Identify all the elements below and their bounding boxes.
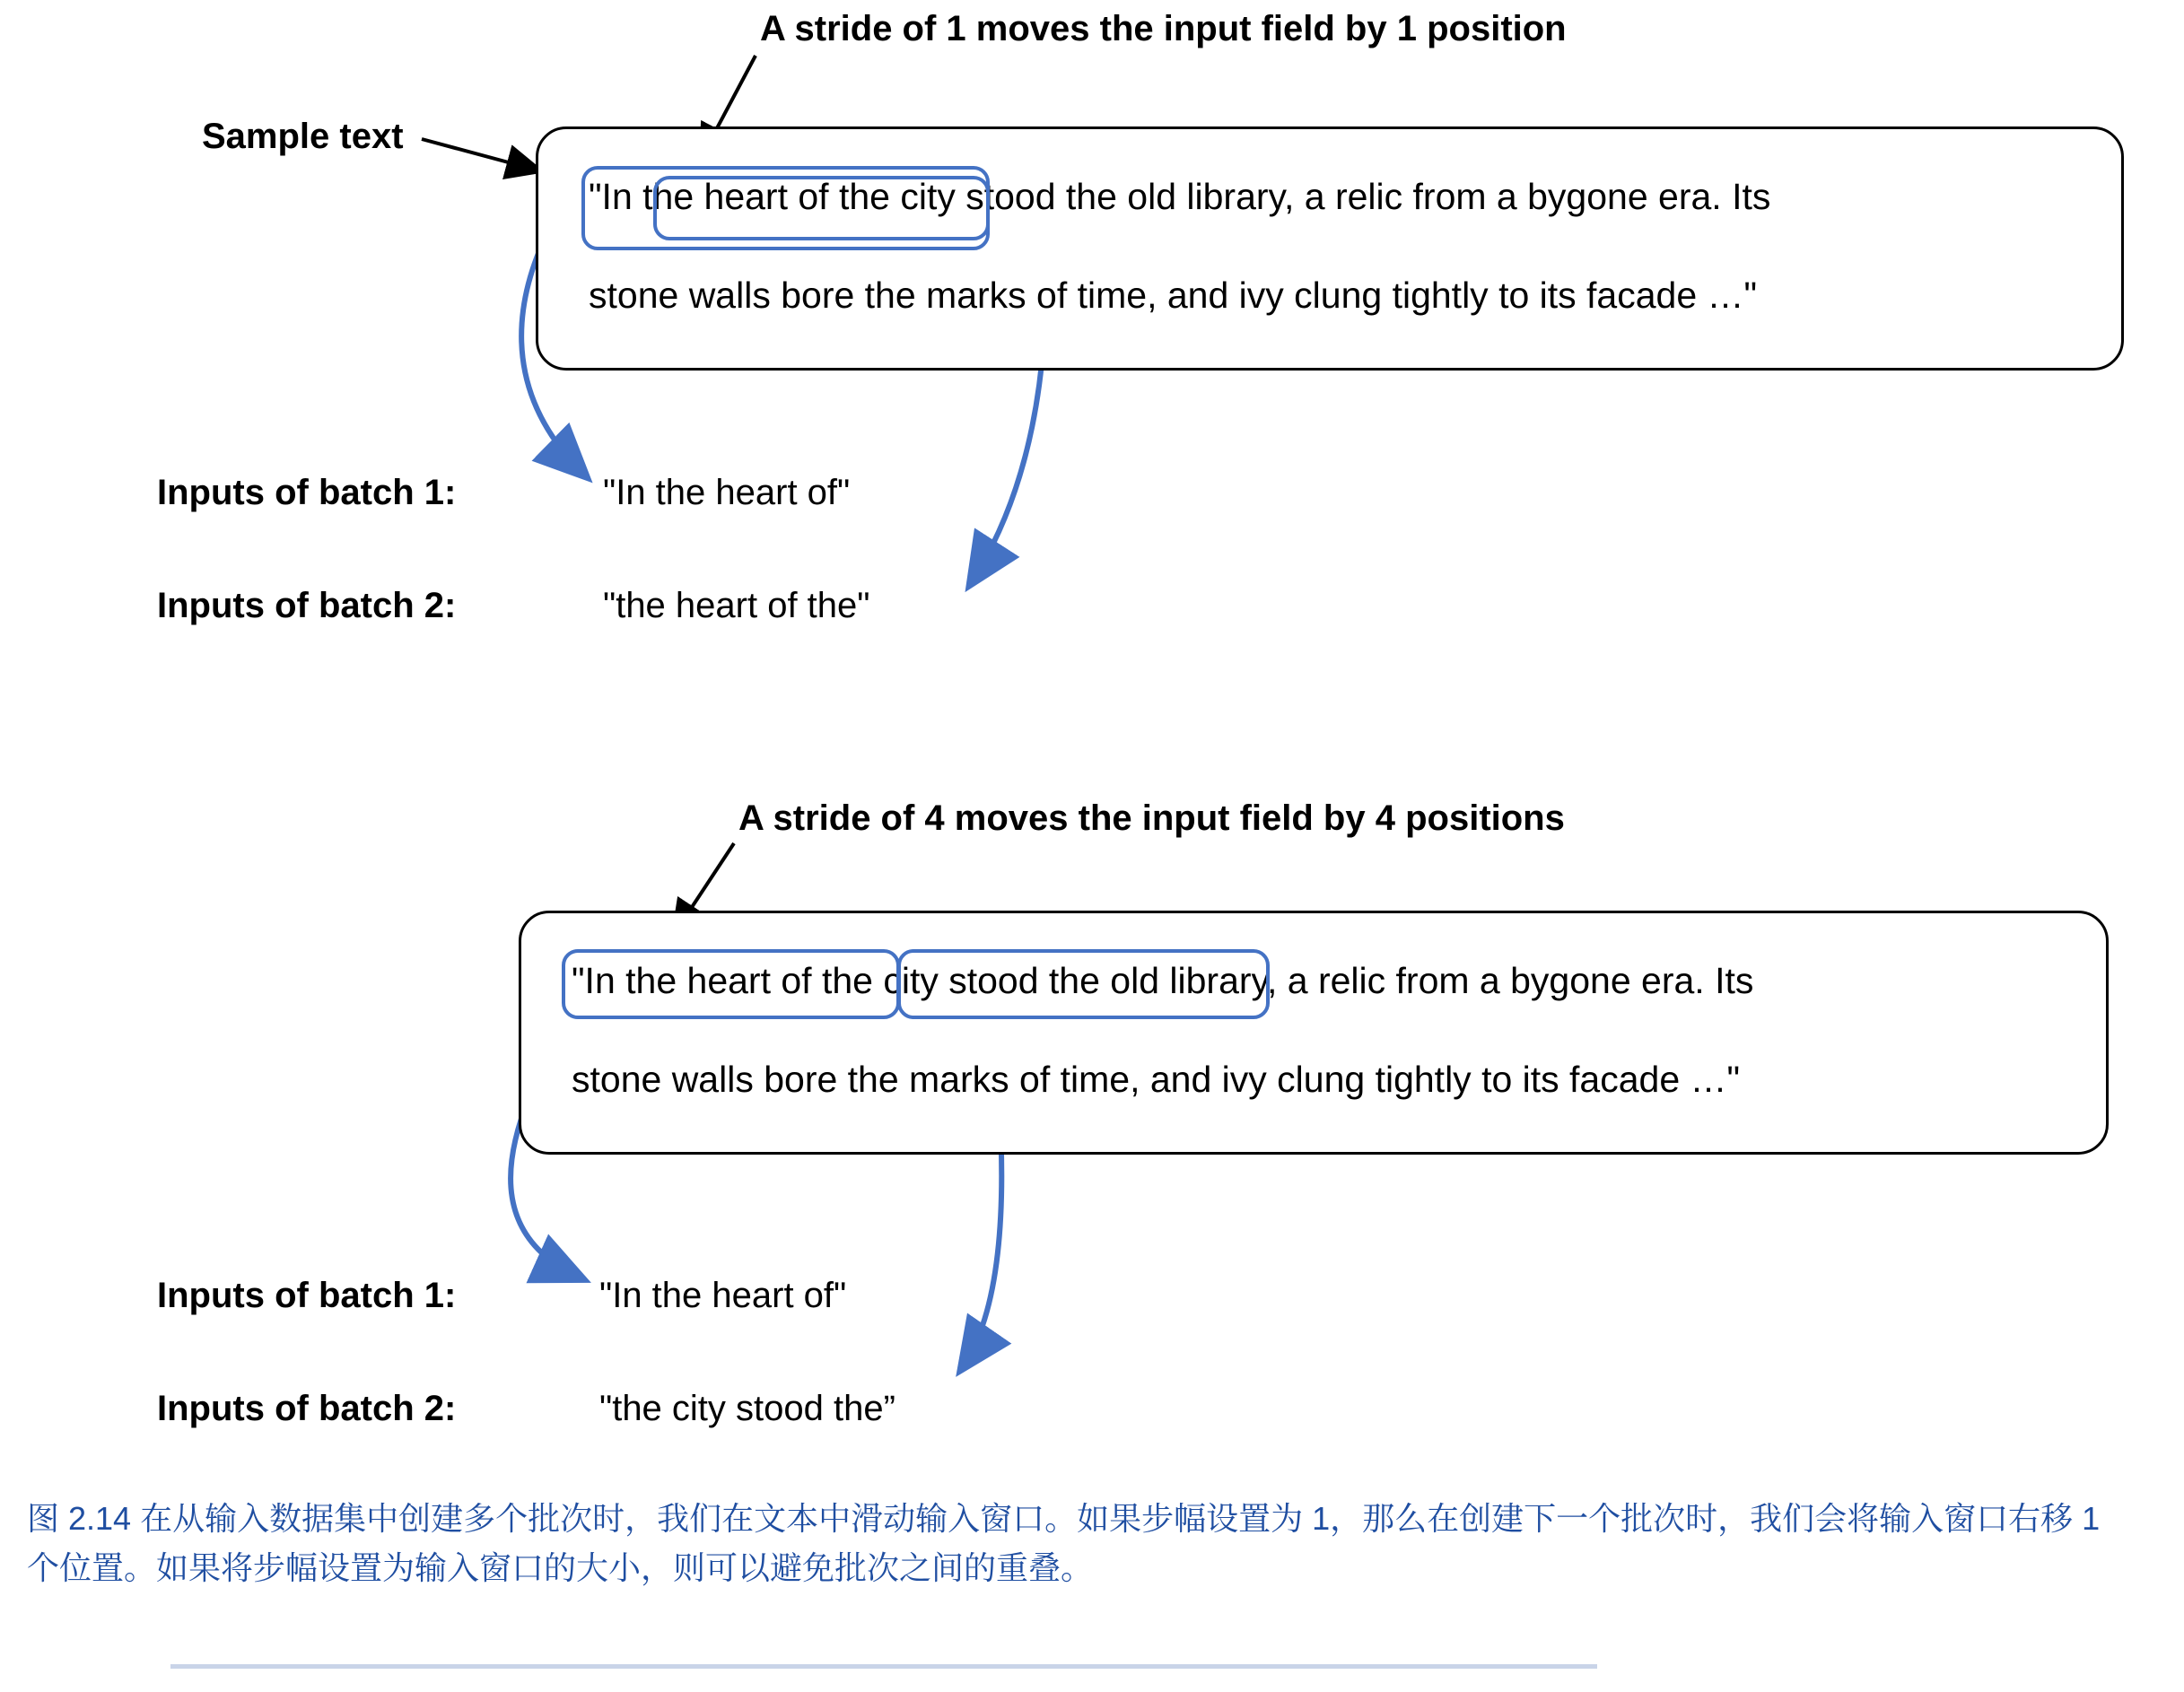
sample-text-line-1: "In the heart of the city stood the old library, a relic from a bygone era. Its <box>589 176 1771 217</box>
batch1-label-stride1: Inputs of batch 1: <box>157 473 457 512</box>
sample-text-label: Sample text <box>202 117 404 156</box>
batch2-label-stride4: Inputs of batch 2: <box>157 1389 457 1428</box>
input-window-batch1-stride4 <box>562 949 900 1019</box>
sample-text-line-1: "In the heart of the city stood the old library, a relic from a bygone era. Its <box>572 960 1754 1001</box>
caption-divider <box>170 1664 1597 1669</box>
figure-caption: 图 2.14 在从输入数据集中创建多个批次时，我们在文本中滑动输入窗口。如果步幅设置为 1，那么在创建下一个批次时，我们会将输入窗口右移 1 个位置。如果将步幅设置为输入窗口的大小，则可以避免批次之间的重叠。 <box>27 1500 2101 1586</box>
batch2-label-stride1: Inputs of batch 2: <box>157 586 457 625</box>
batch2-value-stride4: "the city stood the” <box>599 1389 895 1428</box>
batch1-label-stride4: Inputs of batch 1: <box>157 1276 457 1315</box>
sample-text-line-2: stone walls bore the marks of time, and ivy clung tightly to its facade …" <box>589 275 1758 316</box>
sample-text-box-stride4 <box>519 911 2109 1155</box>
input-window-batch2-stride4 <box>897 949 1270 1019</box>
stride1-heading: A stride of 1 moves the input field by 1 position <box>760 9 1567 48</box>
batch1-value-stride1: "In the heart of" <box>603 473 851 512</box>
input-window-batch2-stride1 <box>653 176 990 240</box>
stride4-heading: A stride of 4 moves the input field by 4 positions <box>738 798 1565 838</box>
arrow-sample-text <box>422 139 538 170</box>
batch2-value-stride1: "the heart of the" <box>603 586 870 625</box>
sample-text-line-2: stone walls bore the marks of time, and ivy clung tightly to its facade …" <box>572 1059 1741 1100</box>
batch1-value-stride4: "In the heart of" <box>599 1276 847 1315</box>
